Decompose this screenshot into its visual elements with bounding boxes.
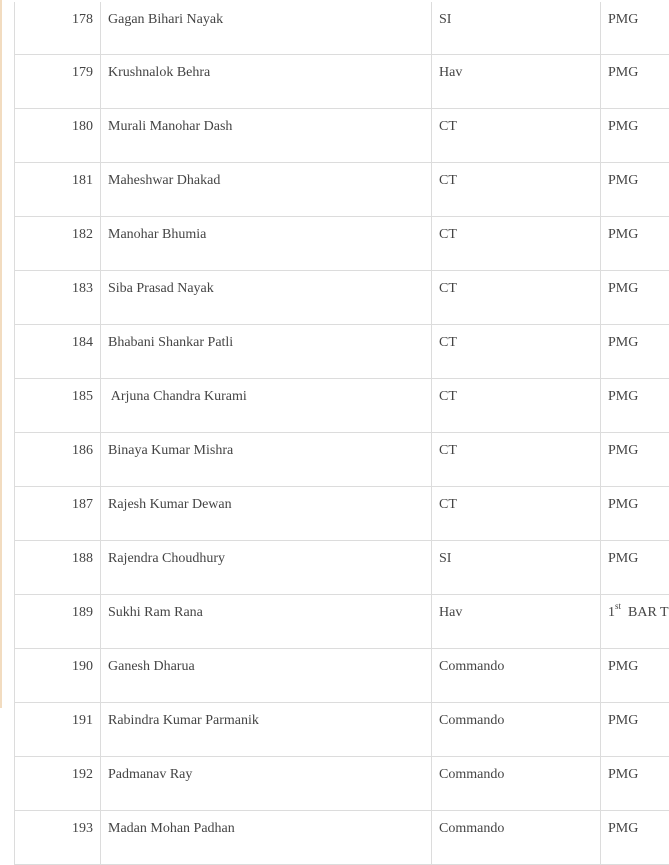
- unit: PMG: [601, 649, 669, 703]
- rank: Commando: [432, 649, 601, 703]
- person-name: Rabindra Kumar Parmanik: [101, 703, 432, 757]
- person-name: Padmanav Ray: [101, 757, 432, 811]
- unit-number: 1: [608, 605, 615, 620]
- table-row: [15, 325, 669, 379]
- unit: PMG: [601, 271, 669, 325]
- rank: CT: [432, 379, 601, 433]
- serial-number: 184: [15, 325, 101, 379]
- rank: Commando: [432, 703, 601, 757]
- serial-number: 190: [15, 649, 101, 703]
- person-name: Manohar Bhumia: [101, 217, 432, 271]
- rank: CT: [432, 109, 601, 163]
- unit: PMG: [601, 811, 669, 865]
- table-row: [15, 757, 669, 811]
- unit: PMG: [601, 379, 669, 433]
- unit: PMG: [601, 55, 669, 109]
- rank: CT: [432, 217, 601, 271]
- table-row: [15, 55, 669, 109]
- serial-number: 181: [15, 163, 101, 217]
- serial-number: 189: [15, 595, 101, 649]
- unit-ordinal-suffix: st: [615, 601, 621, 611]
- serial-number: 182: [15, 217, 101, 271]
- page-edge-rail: [0, 0, 2, 708]
- unit-name: BAR T: [621, 605, 669, 620]
- unit: PMG: [601, 757, 669, 811]
- rank: Commando: [432, 757, 601, 811]
- serial-number: 183: [15, 271, 101, 325]
- person-name: Krushnalok Behra: [101, 55, 432, 109]
- table-row: [15, 433, 669, 487]
- serial-number: 180: [15, 109, 101, 163]
- serial-number: 178: [15, 2, 101, 55]
- person-name: Murali Manohar Dash: [101, 109, 432, 163]
- rank: CT: [432, 433, 601, 487]
- table-row: [15, 541, 669, 595]
- serial-number: 191: [15, 703, 101, 757]
- table-row: [15, 811, 669, 865]
- person-name: Rajesh Kumar Dewan: [101, 487, 432, 541]
- rank: Commando: [432, 811, 601, 865]
- serial-number: 185: [15, 379, 101, 433]
- rank: CT: [432, 325, 601, 379]
- rank: SI: [432, 541, 601, 595]
- table-row: [15, 217, 669, 271]
- serial-number: 192: [15, 757, 101, 811]
- unit: [601, 595, 669, 649]
- unit: PMG: [601, 433, 669, 487]
- unit: PMG: [601, 703, 669, 757]
- table-row: [15, 595, 669, 649]
- serial-number: 188: [15, 541, 101, 595]
- serial-number: 187: [15, 487, 101, 541]
- rank: Hav: [432, 55, 601, 109]
- table-row: [15, 109, 669, 163]
- table-row: [15, 703, 669, 757]
- table-row: [15, 487, 669, 541]
- person-name: Rajendra Choudhury: [101, 541, 432, 595]
- rank: SI: [432, 2, 601, 55]
- unit: PMG: [601, 2, 669, 55]
- rank: Hav: [432, 595, 601, 649]
- rank: CT: [432, 163, 601, 217]
- unit: PMG: [601, 541, 669, 595]
- unit: PMG: [601, 325, 669, 379]
- table-row: [15, 271, 669, 325]
- unit: PMG: [601, 487, 669, 541]
- person-name: Siba Prasad Nayak: [101, 271, 432, 325]
- unit: PMG: [601, 217, 669, 271]
- person-name: Binaya Kumar Mishra: [101, 433, 432, 487]
- rank: CT: [432, 271, 601, 325]
- unit: PMG: [601, 163, 669, 217]
- person-name: Arjuna Chandra Kurami: [101, 379, 432, 433]
- serial-number: 193: [15, 811, 101, 865]
- table-row: [15, 379, 669, 433]
- table-row: [15, 649, 669, 703]
- person-name: Maheshwar Dhakad: [101, 163, 432, 217]
- serial-number: 179: [15, 55, 101, 109]
- person-name: Gagan Bihari Nayak: [101, 2, 432, 55]
- person-name: Bhabani Shankar Patli: [101, 325, 432, 379]
- person-name: Ganesh Dharua: [101, 649, 432, 703]
- awardee-list: [14, 2, 669, 865]
- unit: PMG: [601, 109, 669, 163]
- person-name: Sukhi Ram Rana: [101, 595, 432, 649]
- table-row: [15, 163, 669, 217]
- person-name: Madan Mohan Padhan: [101, 811, 432, 865]
- table-row: [15, 2, 669, 55]
- awardee-table: [14, 2, 669, 865]
- rank: CT: [432, 487, 601, 541]
- serial-number: 186: [15, 433, 101, 487]
